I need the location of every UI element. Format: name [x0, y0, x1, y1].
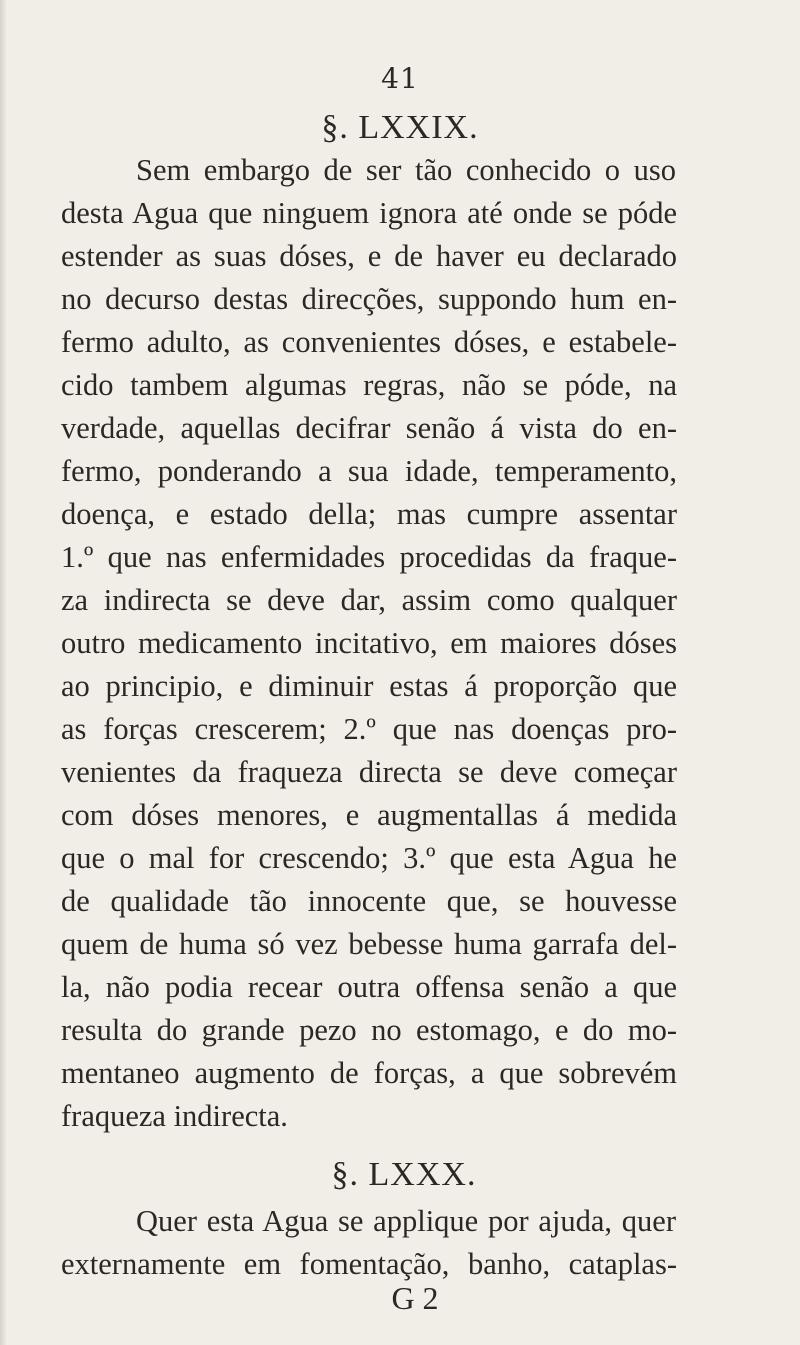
signature-mark: G 2	[391, 1280, 439, 1316]
text-line: estender as suas dóses, e de haver eu declarado	[61, 239, 677, 273]
text-line: resulta do grande pezo no estomago, e do mo-	[61, 1013, 677, 1047]
text-line: za indirecta se deve dar, assim como qualquer	[61, 583, 677, 617]
section-heading-lxxix: §. LXXIX.	[321, 109, 479, 146]
text-line: desta Agua que ninguem ignora até onde se póde	[61, 196, 677, 230]
text-line: no decurso destas direcções, suppondo hum en-	[61, 282, 677, 316]
text-line: cido tambem algumas regras, não se póde, na	[61, 368, 677, 402]
text-line: as forças crescerem; 2.º que nas doenças pro-	[61, 712, 677, 746]
text-line: venientes da fraqueza directa se deve começar	[61, 755, 677, 789]
text-line: de qualidade tão innocente que, se houvesse	[61, 884, 677, 918]
text-line: 1.º que nas enfermidades procedidas da fraque-	[61, 540, 677, 574]
text-line: mentaneo augmento de forças, a que sobrevém	[61, 1056, 677, 1090]
text-line: externamente em fomentação, banho, cataplas-	[61, 1247, 677, 1281]
text-line: doença, e estado della; mas cumpre assentar	[61, 497, 677, 531]
page-edge	[0, 0, 6, 1345]
text-line: fraqueza indirecta.	[61, 1099, 288, 1133]
text-line: fermo, ponderando a sua idade, temperamento,	[61, 454, 677, 488]
text-line: que o mal for crescendo; 3.º que esta Agua he	[61, 841, 677, 875]
text-line: Quer esta Agua se applique por ajuda, quer	[136, 1204, 676, 1238]
text-line: com dóses menores, e augmentallas á medida	[61, 798, 677, 832]
text-line: fermo adulto, as convenientes dóses, e estabele-	[61, 325, 677, 359]
text-line: ao principio, e diminuir estas á proporção que	[61, 669, 677, 703]
page-number: 41	[381, 62, 419, 95]
section-heading-lxxx: §. LXXX.	[331, 1156, 477, 1193]
text-line: Sem embargo de ser tão conhecido o uso	[136, 153, 676, 187]
text-line: quem de huma só vez bebesse huma garrafa del-	[61, 927, 677, 961]
text-line: la, não podia recear outra offensa senão a que	[61, 970, 677, 1004]
text-line: verdade, aquellas decifrar senão á vista do en-	[61, 411, 677, 445]
text-line: outro medicamento incitativo, em maiores dóses	[61, 626, 677, 660]
